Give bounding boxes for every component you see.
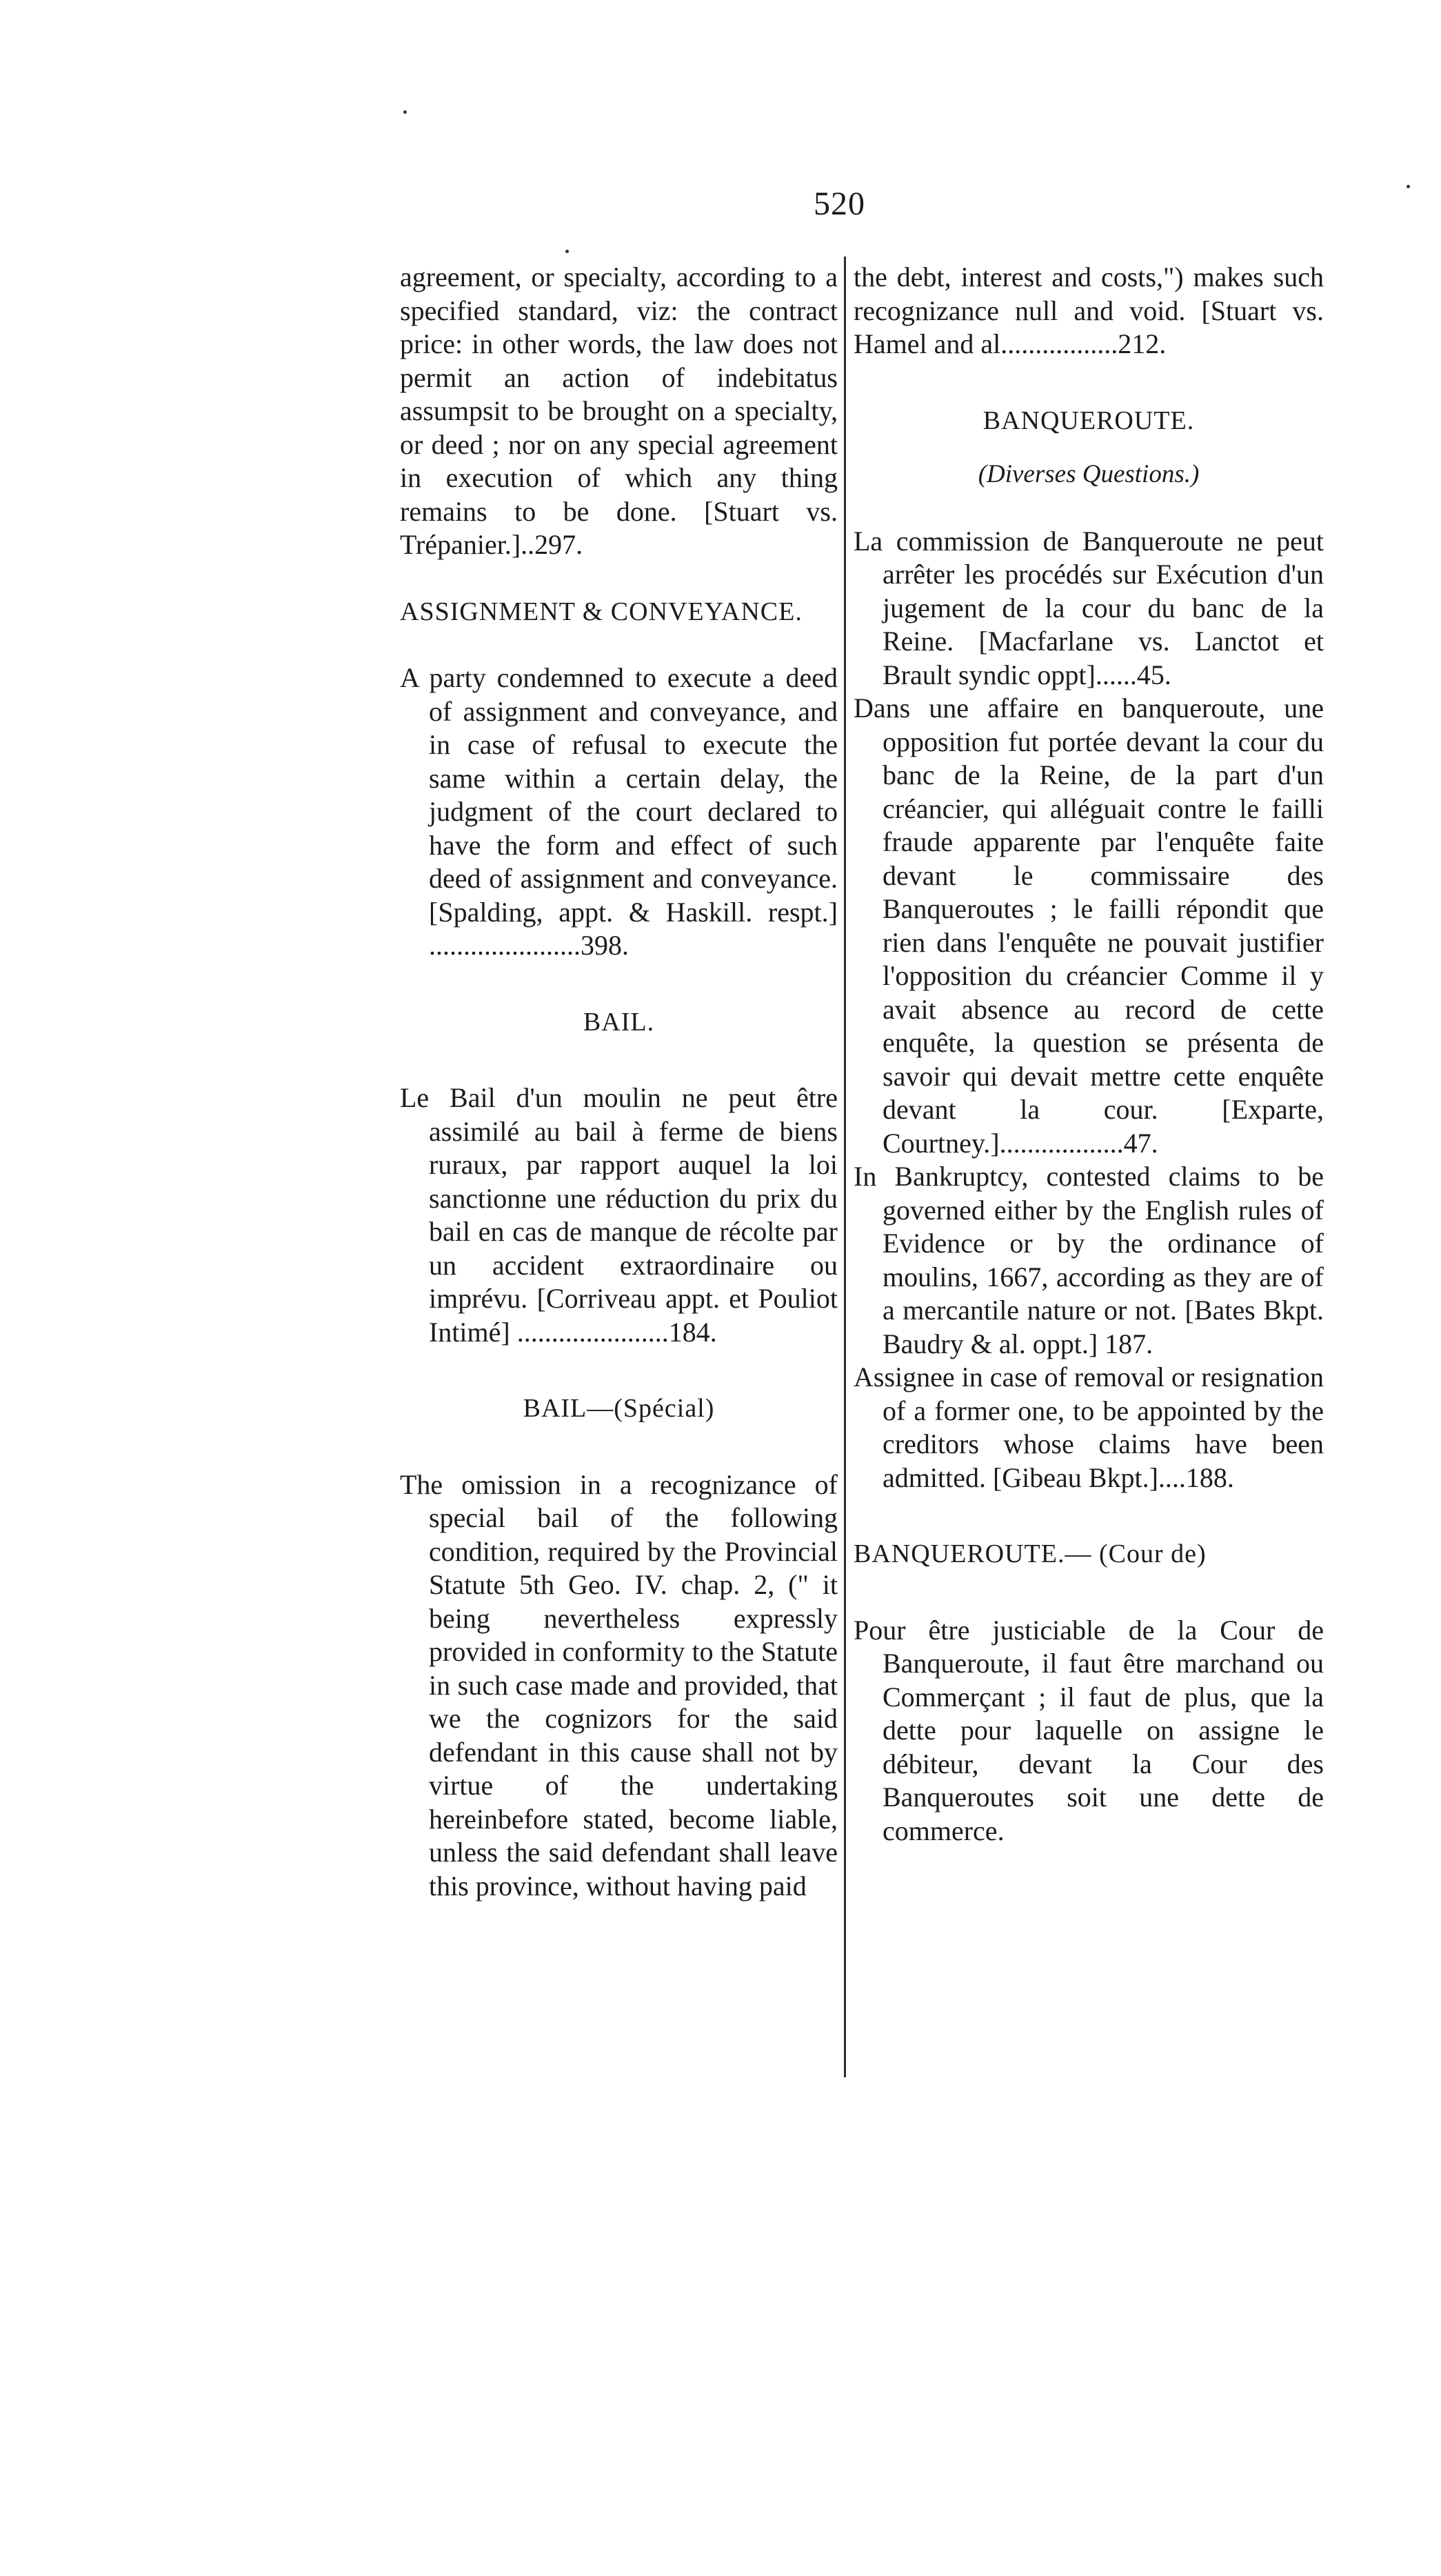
- right-column: [854, 261, 1324, 1848]
- section-heading-bail-special: BAIL—(Spécial): [523, 1394, 715, 1423]
- entry-bail: Le Bail d'un moulin ne peut être assimilé au bail à ferme de biens ruraux, par rapport auquel la loi sanctionne une réduction du prix du bail en cas de manque de récolte par un accident extraordinaire ou imprévu. [Corriveau appt. et Pouliot Intimé] ......................184.: [400, 1082, 838, 1348]
- entry-bail-special: The omission in a recognizance of special bail of the following condition, required by the Provincial Statute 5th Geo. IV. chap. 2, (" it being nevertheless expressly provided in conformity to the Statute in such case made and provided, that we the cognizors for the said defendant in this cause shall not by virtue of the undertaking hereinbefore stated, become liable, unless the said defendant shall leave this province, without having paid: [400, 1468, 838, 1901]
- section-heading-cour: BANQUEROUTE.— (Cour de): [854, 1539, 1207, 1568]
- section-heading-bail: BAIL.: [583, 1007, 655, 1037]
- continuation-text: agreement, or specialty, according to a specified standard, viz: the contract price: in other words, the law does not permit an action of indebitatus assumpsit to be brought on a specialty, or deed ; nor on any special agreement in execution of which any thing remains to be done. [Stuart vs. Trépanier.]..297.: [400, 261, 838, 560]
- entry-justiciable: Pour être justiciable de la Cour de Banqueroute, il faut être marchand ou Commerçant ; il faut de plus, que la dette pour laquelle on assigne le débiteur, devant la Cour des Banqueroutes soit une dette de commerce.: [854, 1614, 1324, 1846]
- section-subheading: (Diverses Questions.): [978, 460, 1200, 488]
- entry-assignee: Assignee in case of removal or resignation of a former one, to be appointed by the creditors whose claims have been admitted. [Gibeau Bkpt.]....188.: [854, 1361, 1324, 1493]
- entry-opposition: Dans une affaire en banqueroute, une opposition fut portée devant la cour du banc de la Reine, de la part d'un créancier, qui alléguait contre le failli fraude apparente par l'enquête faite devant le commissaire des Banqueroutes ; le failli répondit que rien dans l'enquête ne pouvait justifier l'opposition du créancier Comme il y avait absence au record de cette enquête, la question se présenta de savoir qui devait mettre cette enquête devant la cour. [Exparte, Courtney.]..................47.: [854, 692, 1324, 1159]
- print-speck: [1407, 185, 1410, 188]
- page-number: 520: [814, 186, 865, 222]
- entry-commission: La commission de Banqueroute ne peut arrêter les procédés sur Exécution d'un jugement de la cour du banc de la Reine. [Macfarlane vs. Lanctot et Brault syndic oppt]......45.: [854, 525, 1324, 690]
- entry-bankruptcy-claims: In Bankruptcy, contested claims to be governed either by the English rules of Evidence or by the ordinance of moulins, 1667, according as they are of a mercantile nature or not. [Bates Bkpt. Baudry & al. oppt.] 187.: [854, 1161, 1324, 1359]
- continuation-paragraph: [400, 261, 838, 562]
- section-heading-banqueroute: BANQUEROUTE.: [982, 406, 1195, 435]
- print-speck: [403, 110, 407, 114]
- print-speck: [565, 250, 569, 253]
- left-column: [400, 261, 838, 1903]
- entry-assignment: A party condemned to execute a deed of assignment and conveyance, and in case of refusal to execute the same within a certain delay, the judgment of the court declared to have the form and effect of such deed of assignment and conveyance. [Spalding, appt. & Haskill. respt.] ......................398.: [400, 662, 838, 961]
- continuation-paragraph: the debt, interest and costs,") makes such recognizance null and void. [Stuart vs. Hamel and al.................212.: [854, 261, 1324, 359]
- column-divider: [844, 257, 846, 2077]
- section-heading-assignment: ASSIGNMENT & CONVEYANCE.: [400, 597, 803, 626]
